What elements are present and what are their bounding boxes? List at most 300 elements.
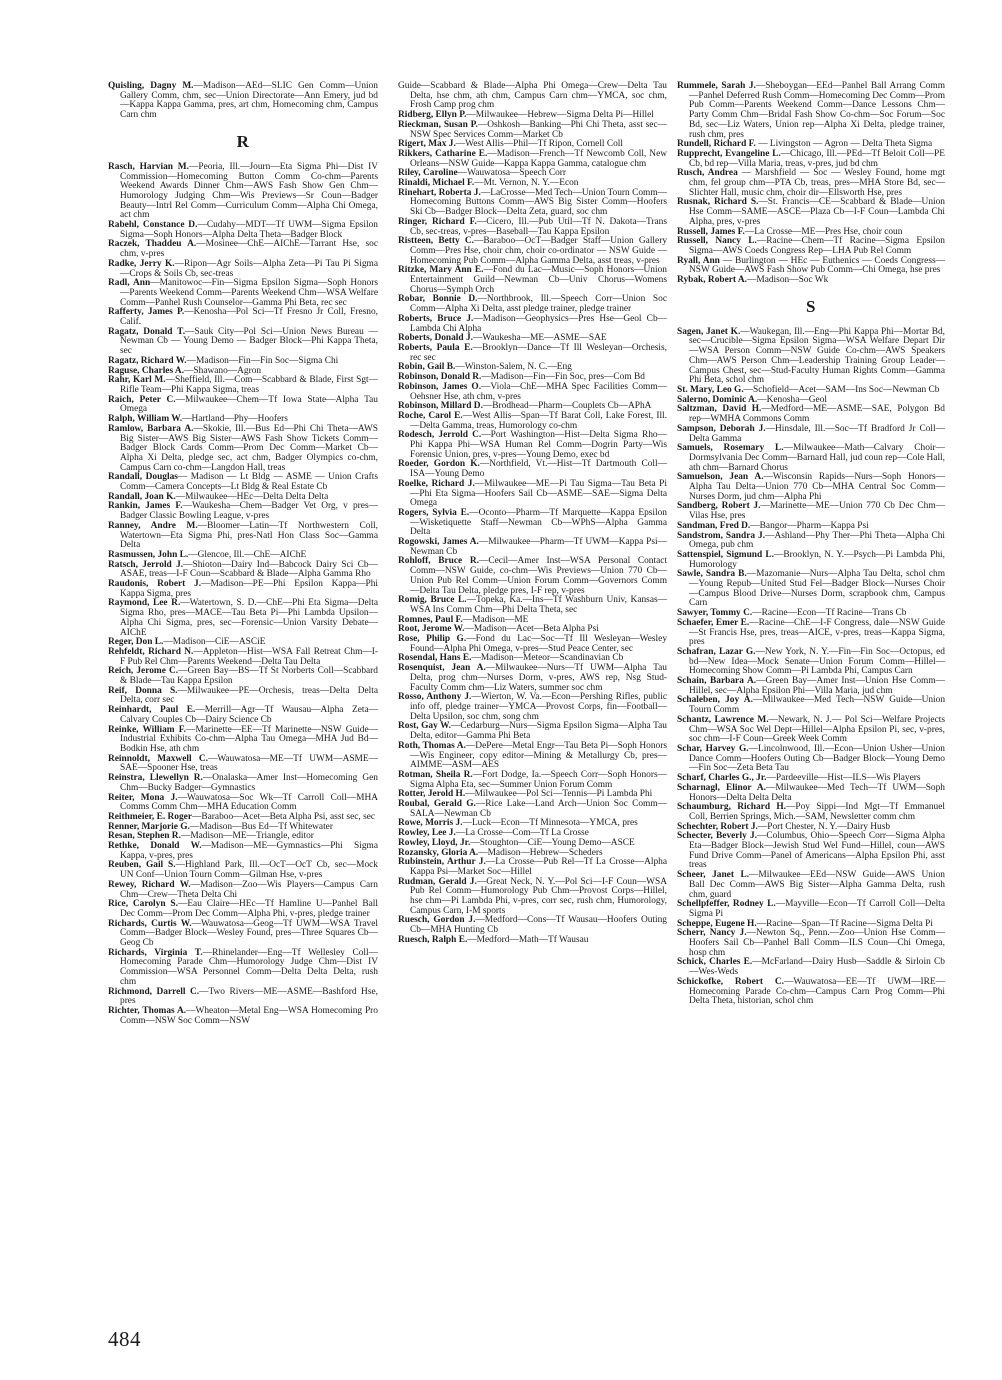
index-entry: [108, 308, 378, 327]
index-entry: [398, 800, 667, 819]
student-details: —Medford—Cons—Tf Wausau—Hoofers Outing Cb—MHA Hunting Cb: [410, 915, 667, 936]
index-entry: [108, 328, 378, 357]
index-entry: [108, 920, 378, 949]
index-entry: [677, 900, 945, 919]
student-name: Sandberg, Robert J.: [677, 501, 761, 512]
student-details: —Milwaukee—Math—Calvary Choir—Dormsylvania Dec Comm—Barnard Hall, jud coun rep—Cole Hall, ath chm—Barnard Chorus: [689, 443, 945, 473]
index-entry: [108, 706, 378, 725]
student-details: —Peoria, Ill.—Journ—Eta Sigma Phi—Dist IV Commission—Homecoming Button Comm Co-chm—Parents Weekend Awards Dinner Chm—AWS Fash Show Gen Chm—Humorology Judging Chm—Wis Previews—Sr Coun—Badger Beauty—Intrl Rel Comm—Curriculum Comm—Alpha Chi Omega, act chm: [120, 161, 379, 221]
student-details: —Milwaukee—HEc—Delta Delta Delta: [175, 491, 329, 502]
index-entry: [398, 742, 667, 771]
index-entry: [677, 425, 945, 444]
student-details: —Marinette—ME—Union 770 Cb Dec Chm—Vilas Hse, pres: [689, 501, 945, 522]
index-entry: [677, 237, 945, 256]
student-details: —Medford—Math—Tf Wausau: [467, 934, 589, 945]
index-entry: [398, 121, 667, 140]
student-name: Ruesch, Ralph E.: [398, 934, 468, 945]
student-details: —Madison—ME—Gymnastics—Phi Sigma Kappa, v-pres, pres: [120, 841, 378, 861]
student-details: —Topeka, Ka.—Ins—Tf Washburn Univ, Kansas—WSA Ins Comm Chm—Phi Delta Theta, sec: [410, 595, 667, 615]
student-details: —Appleton—Hist—WSA Fall Retreat Chm—I-F Pub Rel Chm—Parents Weekend—Delta Tau Delta: [120, 646, 379, 667]
student-name: Rotman, Sheila R.: [398, 769, 473, 780]
student-name: Robar, Bonnie D.: [398, 294, 478, 305]
index-entry: [108, 425, 378, 474]
student-details: —Madison—Zoo—Wis Players—Campus Carn Chm—Crew—Theta Delta Chi: [120, 879, 378, 900]
student-name: Rigert, Max J.: [398, 139, 456, 150]
index-entry: [398, 82, 667, 111]
index-entry: [108, 163, 378, 221]
student-details: —Highland Park, Ill.—OcT—OcT Cb, sec—Mock UN Conf—Union Tourn Comm—Gilman Hse, v-pres: [120, 860, 378, 881]
index-entry: [677, 328, 945, 386]
index-entry: [108, 988, 378, 1007]
student-details: — Livingston — Agron — Delta Theta Sigma: [755, 139, 933, 150]
index-entry: [677, 803, 945, 822]
student-name: Schantz, Lawrence M.: [677, 714, 769, 725]
student-details: —Green Bay—Amer Inst—Union Hse Comm—Hillel, sec—Alpha Epsilon Phi—Villa Maria, jud chm: [689, 676, 945, 696]
index-entry: [677, 169, 945, 198]
student-name: Rahr, Karl M.: [108, 375, 166, 386]
student-details: —Fond du Lac—Soc—Tf Ill Wesleyan—Wesley Found—Alpha Phi Omega, v-pres—Stud Peace Center, sec: [410, 634, 668, 654]
student-details: —DePere—Metal Engr—Tau Beta Pi—Soph Honors—Wis Engineer, copy editor—Mining & Metallurgy Cb, pres—AIMME—ASM—AES: [410, 740, 667, 771]
section-letter: S: [806, 296, 816, 316]
student-name: Richards, Curtis W.: [108, 918, 192, 929]
student-details: —Milwaukee—Hebrew—Sigma Delta Pi—Hillel: [466, 110, 654, 121]
index-entry: [398, 509, 667, 538]
student-name: Rozansky, Gloria A.: [398, 847, 479, 858]
student-name: Rosendal, Hans E.: [398, 653, 472, 664]
student-details: —Marinette—EE—Tf Marinette—NSW Guide—Industrial Exhibits Co-chm—Alpha Tau Omega—MHA Jud Bd—Bodkin Hse, ath chm: [120, 724, 378, 754]
student-details: —Waukesha—ME—ASME—SAE: [473, 333, 607, 344]
student-details: —Milwaukee—ME—Pi Tau Sigma—Tau Beta Pi—Phi Eta Sigma—Hoofers Sail Cb—ASME—SAE—Sigma Delta Omega: [410, 478, 667, 509]
student-name: Schellpfeffer, Rodney L.: [677, 899, 776, 910]
student-details: —Shioton—Dairy Ind—Babcock Dairy Sci Cb—ASAE, treas—I-F Coun—Scabbard & Blade—Alpha Gamma Rho: [120, 559, 378, 580]
index-entry: [677, 473, 945, 502]
student-details: —Mayville—Econ—Tf Carroll Coll—Delta Sigma Pi: [689, 899, 945, 919]
student-details: —Viola—ChE—MHA Spec Facilities Comm—Oehsner Hse, ath chm, v-pres: [410, 381, 667, 402]
index-entry: [108, 1007, 378, 1026]
student-name: Rafferty, James P.: [108, 307, 185, 318]
index-entry: [398, 460, 667, 479]
index-entry: [677, 551, 945, 570]
index-entry: [677, 716, 945, 745]
student-details: —Sheboygan—EEd—Panhel Ball Arrang Comm—Panhel Deferred Rush Comm—Homecoming Dec Comm—Prom Pub Comm—Parents Weekend Comm—Dance Lessons Chm—Party Comm Chm—Bridal Fash Show Co-chm—Soc Forum—Soc Bd, sec—Liz Waters, Union rep—Alpha Xi Delta, pledge trainer, rush chm, pres: [689, 81, 945, 140]
student-name: Roeder, Gordon K.: [398, 459, 480, 470]
student-name: Schaumburg, Richard H.: [677, 802, 786, 813]
student-details: —Poy Sippi—Ind Mgt—Tf Emmanuel Coll, Berrien Springs, Mich.—SAM, Newsletter comm chm: [689, 802, 945, 822]
index-entry: [108, 726, 378, 755]
student-details: —Madison—PE—Phi Epsilon Kappa—Phi Kappa Sigma, pres: [120, 579, 378, 599]
student-details: —La Crosse—Pub Rel—Tf La Crosse—Alpha Kappa Psi—Market Soc—Hillel: [410, 857, 667, 877]
index-entry: [108, 376, 378, 395]
student-name: Ristteen, Betty C.: [398, 236, 475, 247]
student-details: —Wheaton—Metal Eng—WSA Homecoming Pro Comm—NSW Soc Comm—NSW: [120, 1005, 378, 1026]
student-details: —Milwaukee—Chem—Tf Iowa State—Alpha Tau Omega: [120, 394, 378, 415]
student-details: —Cudahy—MDT—Tf UWM—Sigma Epsilon Sigma—Soph Honors—Alpha Delta Theta—Badger Block: [120, 220, 378, 240]
student-details: —Kenosha—Pol Sci—Tf Fresno Jr Coll, Fresno, Calif.: [120, 307, 378, 328]
index-entry: [398, 916, 667, 935]
index-entry: [398, 383, 667, 402]
index-entry: [398, 693, 667, 722]
student-name: Reithmeier, E. Roger: [108, 811, 193, 822]
index-entry: [677, 958, 945, 977]
student-name: Radke, Jerry K.: [108, 258, 175, 269]
student-details: —Port Chester, N. Y.—Dairy Husb: [757, 821, 891, 832]
student-name: Roth, Thomas A.: [398, 740, 466, 751]
index-entry: [108, 949, 378, 988]
index-entry: [677, 696, 945, 715]
student-name: Resan, Stephen R.: [108, 831, 181, 842]
student-name: Ramlow, Barbara A.: [108, 423, 194, 434]
student-name: Sampson, Deborah J.: [677, 423, 766, 434]
index-entry: [108, 522, 378, 551]
student-name: Saltzman, David H.: [677, 404, 762, 415]
student-details: —Madison—Soc Wk: [747, 275, 829, 286]
student-name: Scherr, Nancy J.: [677, 928, 747, 939]
student-details: —Shawano—Agron: [184, 365, 262, 376]
student-name: Richards, Virginia T.: [108, 947, 203, 958]
index-entry: [108, 842, 378, 861]
student-name: Rowe, Morris J.: [398, 818, 463, 829]
student-details: —Sheffield, Ill.—Com—Scabbard & Blade, First Sgt—Rifle Team—Phi Kappa Sigma, treas: [120, 375, 378, 395]
student-name: Rose, Philip G.: [398, 634, 467, 645]
student-name: Roberts, Bruce J.: [398, 313, 474, 324]
student-name: Rummele, Sarah J.: [677, 81, 756, 91]
student-details: —Watertown, S. D.—ChE—Phi Eta Sigma—Delta Sigma Rho, pres—MACE—Tau Beta Pi—Phi Lambda Upsilon—Alpha Chi Sigma, pres, sec—Forensic—Union Varsity Debate—AIChE: [120, 598, 378, 638]
student-name: Reinhardt, Paul E.: [108, 705, 196, 716]
student-name: Samuelson, Jean A.: [677, 472, 764, 483]
index-entry: [108, 861, 378, 880]
student-name: Roche, Carol E.: [398, 410, 463, 421]
student-details: —Columbus, Ohio—Speech Corr—Sigma Alpha Eta—Badger Block—Jewish Stud Wel Fund—Hillel, coun—AWS Fund Drive Comm—Panel of Americans—Alpha Epsilon Phi, asst treas: [689, 831, 945, 871]
page-number: 484: [108, 1327, 141, 1351]
student-details: —West Allis—Phil—Tf Ripon, Cornell Coll: [455, 139, 624, 150]
student-details: —Mazomanie—Nurs—Alpha Tau Delta, schol chm—Young Repub—United Stud Fel—Badger Block—Nurses Choir—Campus Blood Drive—Nurses Dorm, scrapbook chm, Campus Carn: [689, 569, 946, 609]
index-entry: [108, 561, 378, 580]
student-name: Ringer, Richard F.: [398, 216, 477, 227]
index-entry: [108, 279, 378, 308]
index-entry: [398, 295, 667, 314]
student-details: —Madison—Geophysics—Pres Hse—Geol Cb—Lambda Chi Alpha: [410, 313, 668, 334]
student-details: —Cedarburg—Nurs—Sigma Epsilon Sigma—Alpha Tau Delta, editor—Gamma Phi Beta: [410, 721, 667, 742]
index-entry: [677, 82, 945, 140]
student-name: Scheer, Janet L.: [677, 870, 750, 881]
index-entry: [677, 570, 945, 609]
student-name: Reinstra, Llewellyn R.: [108, 773, 203, 784]
index-entry: [398, 218, 667, 237]
index-entry: [677, 150, 945, 169]
student-details: —Hartland—Phy—Hoofers: [182, 414, 288, 425]
student-name: Sandstrom, Sandra J.: [677, 530, 766, 541]
student-name: Russell, James F.: [677, 226, 745, 237]
student-details: —Fond du Lac—Music—Soph Honors—Union Entertainment Guild—Newman Cb—Univ Chorus—Womens Chorus—Symph Orch: [410, 265, 667, 295]
index-entry: [108, 755, 378, 774]
student-details: —Oconto—Pharm—Tf Marquette—Kappa Epsilon—Wisketiquette Staff—Newman Cb—WPhS—Alpha Gamma Delta: [410, 507, 667, 538]
student-details: —Luck—Econ—Tf Minnesota—YMCA, pres: [462, 818, 638, 829]
student-details: —Wauwatosa—EE—Tf UWM—IRE—Homecoming Parade Co-chm—Campus Carn Prog Comm—Phi Delta Theta, historian, schol chm: [689, 976, 945, 1007]
student-details: —Sauk City—Pol Sci—Union News Bureau — Newman Cb — Young Demo — Badger Block—Phi Kappa Theta, sec: [120, 326, 378, 357]
student-details: —Mt. Vernon, N. Y.—Econ: [474, 178, 579, 189]
student-details: —Glencoe, Ill.—ChE—AIChE: [188, 549, 307, 560]
student-name: Sandman, Fred D.: [677, 520, 751, 531]
student-name: St. Mary, Leo G.: [677, 384, 744, 395]
student-details: —Baraboo—OcT—Badger Staff—Union Gallery Comm—Pres Hse, choir chm, choir co-ordinator — NSW Guide — Homecoming Pub Comm—Alpha Gamma Delta, asst treas, v-pres: [410, 236, 668, 266]
student-name: Radl, Ann: [108, 278, 151, 289]
student-name: Roberts, Paula E.: [398, 342, 473, 353]
student-name: Raudonis, Robert J.: [108, 579, 202, 590]
student-details: —Schofield—Acet—SAM—Ins Soc—Newman Cb: [743, 384, 940, 395]
student-name: Reif, Donna S.: [108, 685, 178, 696]
student-name: Raguse, Charles A.: [108, 365, 185, 376]
index-entry: [398, 150, 667, 169]
student-details: —Madison—Hebrew—Scheders: [478, 847, 603, 858]
student-name: Scharnagl, Elinor A.: [677, 782, 767, 793]
student-name: Sawle, Sandra B.: [677, 569, 747, 580]
student-name: Rankin, James F.: [108, 501, 183, 512]
index-entry: [677, 444, 945, 473]
student-name: Rice, Carolyn S.: [108, 899, 178, 910]
index-entry: [398, 315, 667, 334]
student-details: —Rice Lake—Land Arch—Union Soc Comm—SALA—Newman Cb: [410, 799, 667, 819]
student-details: —Ashland—Phy Ther—Phi Theta—Alpha Chi Omega, pub chm: [689, 530, 945, 551]
index-entry: [398, 237, 667, 266]
index-entry: [677, 198, 945, 227]
student-name: Robin, Gail B.: [398, 362, 456, 373]
index-entry: [398, 480, 667, 509]
student-name: Rosenquist, Jean A.: [398, 663, 486, 674]
student-details: —Hinsdale, Ill.—Soc—Tf Bradford Jr Coll—Delta Gamma: [689, 423, 945, 444]
index-column-2: [398, 82, 667, 946]
student-name: Romnes, Paul F.: [398, 614, 463, 625]
student-name: Randall, Douglas: [108, 472, 178, 483]
student-name: Rupprecht, Evangeline L.: [677, 148, 781, 159]
student-name: Rowley, Lloyd, Jr.: [398, 837, 471, 848]
student-details: —Mosinee—ChE—AIChE—Tarrant Hse, soc chm, v-pres: [120, 239, 378, 260]
student-details: —Green Bay—BS—Tf St Norberts Coll—Scabbard & Blade—Tau Kappa Epsilon: [120, 666, 378, 687]
student-name: Ratsch, Jerrold J.: [108, 559, 184, 570]
index-entry: [108, 667, 378, 686]
student-name: Ragatz, Richard W.: [108, 355, 187, 366]
student-name: Rost, Gay W.: [398, 721, 452, 732]
student-name: Riley, Caroline: [398, 168, 458, 179]
student-details: —Madison—Acet—Beta Alpha Psi: [464, 624, 599, 635]
student-name: Randall, Joan K.: [108, 491, 176, 502]
student-name: Rewey, Richard W.: [108, 879, 191, 890]
student-name: Rethke, Donald W.: [108, 841, 202, 852]
student-details: —Bloomer—Latin—Tf Northwestern Coll, Watertown—Eta Sigma Phi, pres-Natl Hon Class Soc—Gamma Delta: [120, 520, 378, 551]
student-name: Scharf, Charles G., Jr.: [677, 773, 767, 784]
student-name: Romig, Bruce L.: [398, 595, 467, 606]
student-name: Sagen, Janet K.: [677, 326, 741, 337]
student-name: Rusch, Andrea: [677, 168, 738, 179]
student-details: —Wauwatosa—ME—Tf UWM—ASME—SAE—Spooner Hse, treas: [120, 753, 378, 774]
student-details: —Rhinelander—Eng—Tf Wellesley Coll—Homecoming Parade Chm—Humorology Judge Chm—Dist IV Commission—WSA Personnel Comm—Delta Delta Delta, rush chm: [120, 947, 378, 987]
student-details: —Newark, N. J.— Pol Sci—Welfare Projects Chm—WSA Soc Wel Dept—Hillel—Alpha Epsilon Pi, sec, v-pres, soc chm—I-F Coun—Greek Week Comm: [689, 714, 945, 745]
index-entry: [108, 900, 378, 919]
student-name: Raczek, Thaddeu A.: [108, 239, 197, 250]
student-details: —Ripon—Agr Soils—Alpha Zeta—Pi Tau Pi Sigma—Crops & Soils Cb, sec-treas: [120, 258, 379, 279]
index-entry: [398, 936, 667, 946]
index-entry: [398, 557, 667, 596]
student-name: Rogowski, James A.: [398, 537, 479, 548]
student-details: —Medford—ME—ASME—SAE, Polygon Bd rep—WMHA Commons Comm: [689, 404, 945, 425]
student-name: Roelke, Richard J.: [398, 478, 475, 489]
student-name: Rowley, Lee J.: [398, 828, 456, 839]
index-entry: [108, 221, 378, 240]
student-details: —McFarland—Dairy Husb—Saddle & Sirloin Cb—Wes-Weds: [689, 957, 945, 978]
student-details: —Milwaukee—Med Tech—NSW Guide—Union Tourn Comm: [689, 695, 946, 716]
index-entry: [398, 878, 667, 917]
student-details: —Two Rivers—ME—ASME—Bashford Hse, pres: [120, 986, 378, 1007]
student-details: —Winston-Salem, N. C.—Eng: [455, 362, 572, 373]
student-name: Schaefer, Emer E.: [677, 617, 750, 628]
student-name: Rasch, Harvian M.: [108, 161, 189, 172]
student-name: Roubal, Gerald G.: [398, 799, 476, 810]
student-name: Sattenspiel, Sigmund L.: [677, 549, 774, 560]
student-details: —Milwaukee—Med Tech—Tf UWM—Soph Honors—Delta Delta Delta: [689, 782, 945, 803]
index-entry: [108, 580, 378, 599]
index-entry: [108, 687, 378, 706]
index-entry: [398, 431, 667, 460]
index-entry: [108, 774, 378, 793]
student-details: —Oshkosh—Banking—Phi Chi Theta, asst sec—NSW Spec Services Comm—Market Cb: [410, 119, 667, 140]
student-details: —Brooklyn, N. Y.—Psych—Pi Lambda Phi, Humorology: [689, 549, 945, 570]
student-details: —Milwaukee—EEd—NSW Guide—AWS Union Ball Dec Comm—AWS Big Sister—Alpha Gamma Delta, rush chm, guard: [689, 870, 945, 900]
index-entry: [398, 664, 667, 693]
student-name: Richter, Thomas A.: [108, 1005, 187, 1016]
index-entry: [677, 677, 945, 696]
index-entry: [108, 881, 378, 900]
student-details: —Kenosha—Geol: [757, 394, 827, 405]
student-details: —Madison—Meteor—Scandinavian Cb: [471, 653, 624, 664]
student-details: —St. Francis—CE—Scabbard & Blade—Union Hse Comm—SAME—ASCE—Plaza Cb—I-F Coun—Lambda Chi Alpha, pres, v-pres: [689, 197, 945, 227]
student-name: Rinaldi, Michael F.: [398, 178, 475, 189]
student-name: Sawyer, Tommy C.: [677, 608, 753, 619]
student-name: Rybak, Robert A.: [677, 275, 747, 286]
student-name: Quisling, Dagny M.: [108, 81, 194, 91]
student-name: Reinnoldt, Maxwell C.: [108, 753, 208, 764]
student-details: —Stoughton—CiE—Young Demo—ASCE: [470, 837, 635, 848]
student-name: Schickofke, Robert C.: [677, 976, 784, 987]
student-details: Guide—Scabbard & Blade—Alpha Phi Omega—Crew—Delta Tau Delta, hse chm, ath chm, Campus Carn chm—YMCA, soc chm, Frosh Camp prog chm: [398, 81, 667, 111]
index-entry: [108, 82, 378, 121]
index-entry: [677, 929, 945, 958]
student-details: —Baraboo—Acet—Beta Alpha Psi, asst sec, sec: [192, 811, 376, 822]
student-details: —LaCrosse—Med Tech—Union Tourn Comm—Homecoming Buttons Comm—AWS Big Sister Comm—Hoofers Ski Cb—Badger Block—Delta Zeta, guard, soc chm: [410, 187, 667, 218]
student-details: —Bangor—Pharm—Kappa Psi: [750, 520, 869, 531]
student-name: Robinson, James O.: [398, 381, 482, 392]
student-details: —Madison—ME: [462, 614, 529, 625]
index-entry: [677, 619, 945, 648]
student-details: —Waukesha—Chem—Badger Vet Org, v pres—Badger Classic Bowling League, v-pres: [120, 501, 378, 522]
index-entry: [677, 532, 945, 551]
student-name: Rabehl, Constance D.: [108, 220, 198, 231]
student-details: —West Allis—Span—Tf Barat Coll, Lake Forest, Ill.—Delta Gamma, treas, Humorology co-chm: [410, 410, 667, 431]
student-name: Rasmussen, John L.: [108, 549, 189, 560]
index-entry: [108, 502, 378, 521]
student-name: Rohloff, Bruce R.: [398, 556, 479, 567]
student-name: Rieckman, Susan P.: [398, 119, 478, 130]
student-name: Samuels, Rosemary L.: [677, 443, 784, 454]
section-letter: R: [236, 131, 250, 151]
index-entry: [398, 771, 667, 790]
student-name: Robinson, Donald R.: [398, 372, 482, 383]
index-entry: [677, 276, 945, 286]
student-name: Richmond, Darrell C.: [108, 986, 200, 997]
student-name: Raymond, Lee R.: [108, 598, 181, 609]
student-name: Ryall, Ann: [677, 255, 720, 266]
index-entry: [677, 257, 945, 276]
student-name: Schain, Barbara A.: [677, 676, 757, 687]
student-details: —Madison—ME—Triangle, editor: [180, 831, 314, 842]
index-entry: [677, 502, 945, 521]
index-entry: [677, 648, 945, 677]
student-details: —Waukegan, Ill.—Eng—Phi Kappa Phi—Mortar Bd, sec—Crucible—Sigma Epsilon Sigma—WSA Welfare Depart Dir—WSA Person Comm—NSW Guide Co-chm—AWS Speakers Chm—AWS Person Chm—Leadership Training Group Leader—Campus Chest, sec—Stud-Faculty Human Rights Comm—Gamma Phi Beta, schol chm: [689, 326, 945, 386]
student-name: Rinehart, Roberta J.: [398, 187, 481, 198]
student-details: —Madison—Bus Ed—Tf Whitewater: [189, 821, 333, 832]
student-details: —La Crosse—Com—Tf La Crosse: [455, 828, 589, 839]
student-name: Russell, Nancy L.: [677, 236, 757, 247]
student-details: —Milwaukee—PE—Orchesis, treas—Delta Delta Delta, corr sec: [120, 685, 378, 706]
student-details: —Madison—CiE—ASCiE: [163, 637, 266, 648]
student-name: Ragatz, Donald T.: [108, 326, 186, 337]
student-name: Rehfeldt, Richard N.: [108, 646, 194, 657]
student-details: —Merrill—Agr—Tf Wausau—Alpha Zeta—Calvary Couples Cb—Dairy Science Cb: [120, 705, 378, 725]
student-name: Salerno, Dominic A.: [677, 394, 758, 405]
student-name: Rosso, Anthony J.: [398, 692, 472, 703]
student-name: Schaleben, Joy A.: [677, 695, 753, 706]
student-name: Reich, Jerome C.: [108, 666, 179, 677]
student-details: —Port Washington—Hist—Delta Sigma Rho—Phi Kappa Phi—WSA Human Rel Comm—Dogrin Party—Wis Forensic Union, pres, v-pres—Young Demo, exec bd: [410, 430, 667, 460]
student-details: —Skokie, Ill.—Bus Ed—Phi Chi Theta—AWS Big Sister—AWS Big Sister—AWS Fash Show Tickets Comm—Badger Block Cards Comm—Prom Dec Comm—Market Cb—Alpha Xi Delta, pledge sec, act chm, Badger Olympics co-chm, Campus Carn co-chm—Langdon Hall, treas: [120, 423, 378, 473]
student-details: — Marshfield — Soc — Wesley Found, home mgt chm, fel group chm—PTA Cb, treas, pres—MHA Store Bd, sec—Slichter Hall, music chm, choir dir—Ellsworth Hse, pres: [689, 168, 945, 198]
index-entry: [398, 538, 667, 557]
student-details: —Northfield, Vt.—Hist—Tf Dartmouth Coll—ISA—Young Demo: [410, 459, 667, 480]
index-entry: [108, 599, 378, 638]
index-entry: [108, 648, 378, 667]
student-details: —Newton Sq., Penn.—Zoo—Union Hse Comm—Hoofers Sail Cb—Panhel Ball Comm—ILS Coun—Chi Omega, hosp chm: [689, 928, 946, 958]
student-name: Rotter, Jerold H.: [398, 789, 466, 800]
student-name: Renner, Marjorie G.: [108, 821, 190, 832]
student-name: Reiter, Mona J.: [108, 792, 178, 803]
student-details: —Racine—ChE—I-F Congress, dale—NSW Guide—St Francis Hse, pres, treas—AICE, v-pres, treas—Kappa Sigma, pres: [689, 617, 945, 648]
student-name: Ridberg, Ellyn P.: [398, 110, 467, 121]
student-details: —Wauwatosa—Speech Corr: [457, 168, 567, 179]
student-details: —Milwaukee—Pol Sci—Tennis—Pi Lambda Phi: [465, 789, 653, 800]
index-entry: [398, 635, 667, 654]
student-name: Rodesch, Jerrold C.: [398, 430, 482, 441]
student-details: —New York, N. Y.—Fin—Fin Soc—Octopus, ed bd—New Idea—Mock Senate—Union Forum Comm—Hillel—Homecoming Show Comm—Pi Lambda Phi, Campus Carn: [689, 646, 945, 677]
student-details: — Burlington — HEc — Euthenics — Coeds Congress—NSW Guide—AWS Fash Show Pub Comm—Chi Omega, hse pres: [689, 255, 945, 276]
student-details: —Racine—Chem—Tf Racine—Sigma Epsilon Sigma—AWS Coeds Congress Rep—LHA Pub Rel Comm: [689, 236, 945, 256]
student-details: —Cicero, Ill.—Pub Util—Tf N. Dakota—Trans Cb, sec-treas, v-pres—Baseball—Tau Kappa Epsilon: [410, 216, 667, 237]
student-name: Schechter, Robert J.: [677, 821, 758, 832]
index-entry: [677, 832, 945, 871]
student-details: —Madison—Fin—Fin Soc—Sigma Chi: [186, 355, 339, 366]
student-name: Ralph, William W.: [108, 414, 183, 425]
student-details: —Wauwatosa—Geog—Tf UWM—WSA Travel Comm—Badger Block—Wesley Found, pres—Three Squares Cb—Geog Cb: [120, 918, 378, 949]
student-name: Rusnak, Richard S.: [677, 197, 759, 208]
index-entry: [677, 784, 945, 803]
student-name: Rogers, Sylvia E.: [398, 507, 470, 518]
student-details: —Great Neck, N. Y.—Pol Sci—I-F Coun—WSA Pub Rel Comm—Humorology Pub Chm—Provost Corps—Hillel, hse chm—Pi Lambda Phi, v-pres, corr sec, rush chm, Humorology, Campus Carn, I-M sports: [410, 876, 667, 916]
student-details: —Madison—French—Tf Newcomb Coll, New Orleans—NSW Guide—Kappa Kappa Gamma, catalogue chm: [410, 148, 668, 169]
student-details: —Madison—Fin—Fin Soc, pres—Com Bd: [481, 372, 645, 383]
student-details: —Racine—Econ—Tf Racine—Trans Cb: [752, 608, 907, 619]
student-name: Rikkers, Catharine E.: [398, 148, 488, 159]
student-name: Reger, Don L.: [108, 637, 164, 648]
student-name: Schar, Harvey G.: [677, 744, 749, 754]
student-name: Root, Jerome W.: [398, 624, 465, 635]
student-details: —Brooklyn—Dance—Tf Ill Wesleyan—Orchesis, rec sec: [410, 342, 667, 363]
